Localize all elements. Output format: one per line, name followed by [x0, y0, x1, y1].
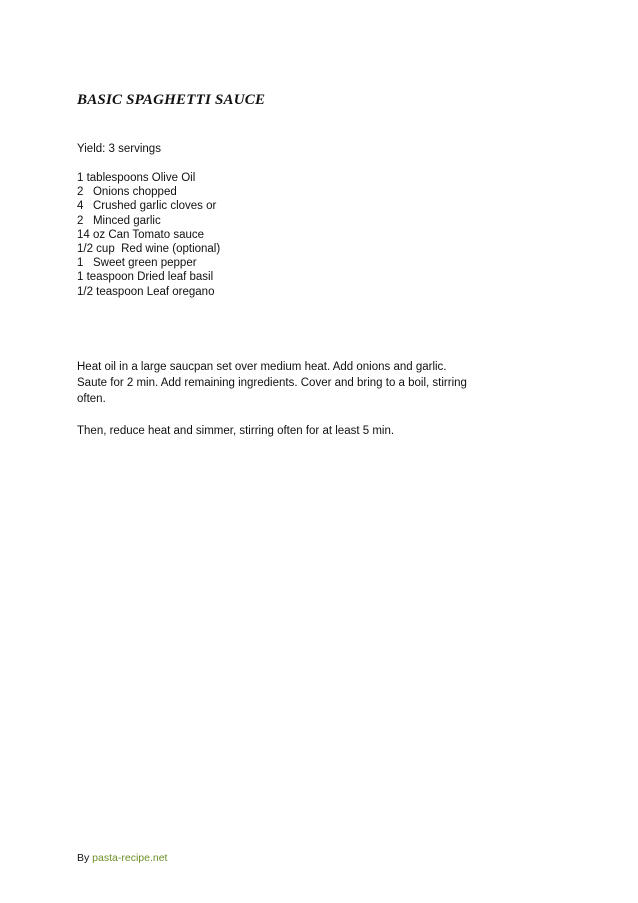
ingredient-list: [77, 171, 220, 299]
recipe-title: BASIC SPAGHETTI SAUCE: [77, 92, 266, 108]
ingredient-item: 1 teaspoon Dried leaf basil: [77, 271, 214, 284]
ingredient-item: 1 tablespoons Olive Oil: [77, 172, 196, 184]
ingredient-item: 2 Onions chopped: [77, 186, 177, 199]
footer-prefix: By: [77, 852, 93, 864]
ingredient-item: 1 Sweet green pepper: [77, 257, 197, 270]
ingredient-item: 14 oz Can Tomato sauce: [77, 228, 205, 241]
source-link[interactable]: pasta-recipe.net: [92, 852, 168, 864]
recipe-yield: Yield: 3 servings: [77, 143, 161, 155]
directions: [77, 359, 477, 439]
ingredient-item: 4 Crushed garlic cloves or: [77, 200, 217, 213]
ingredient-item: 2 Minced garlic: [77, 214, 161, 227]
direction-paragraph: Then, reduce heat and simmer, stirring often for at least 5 min.: [77, 425, 395, 437]
ingredient-item: 1/2 cup Red wine (optional): [77, 243, 221, 256]
ingredient-item: 1/2 teaspoon Leaf oregano: [77, 285, 215, 298]
footer-credit: [77, 852, 167, 864]
direction-paragraph: Heat oil in a large saucpan set over medium heat. Add onions and garlic. Saute for 2 min. Add remaining ingredients. Cover and bring to a boil, stirring often.: [77, 361, 467, 405]
